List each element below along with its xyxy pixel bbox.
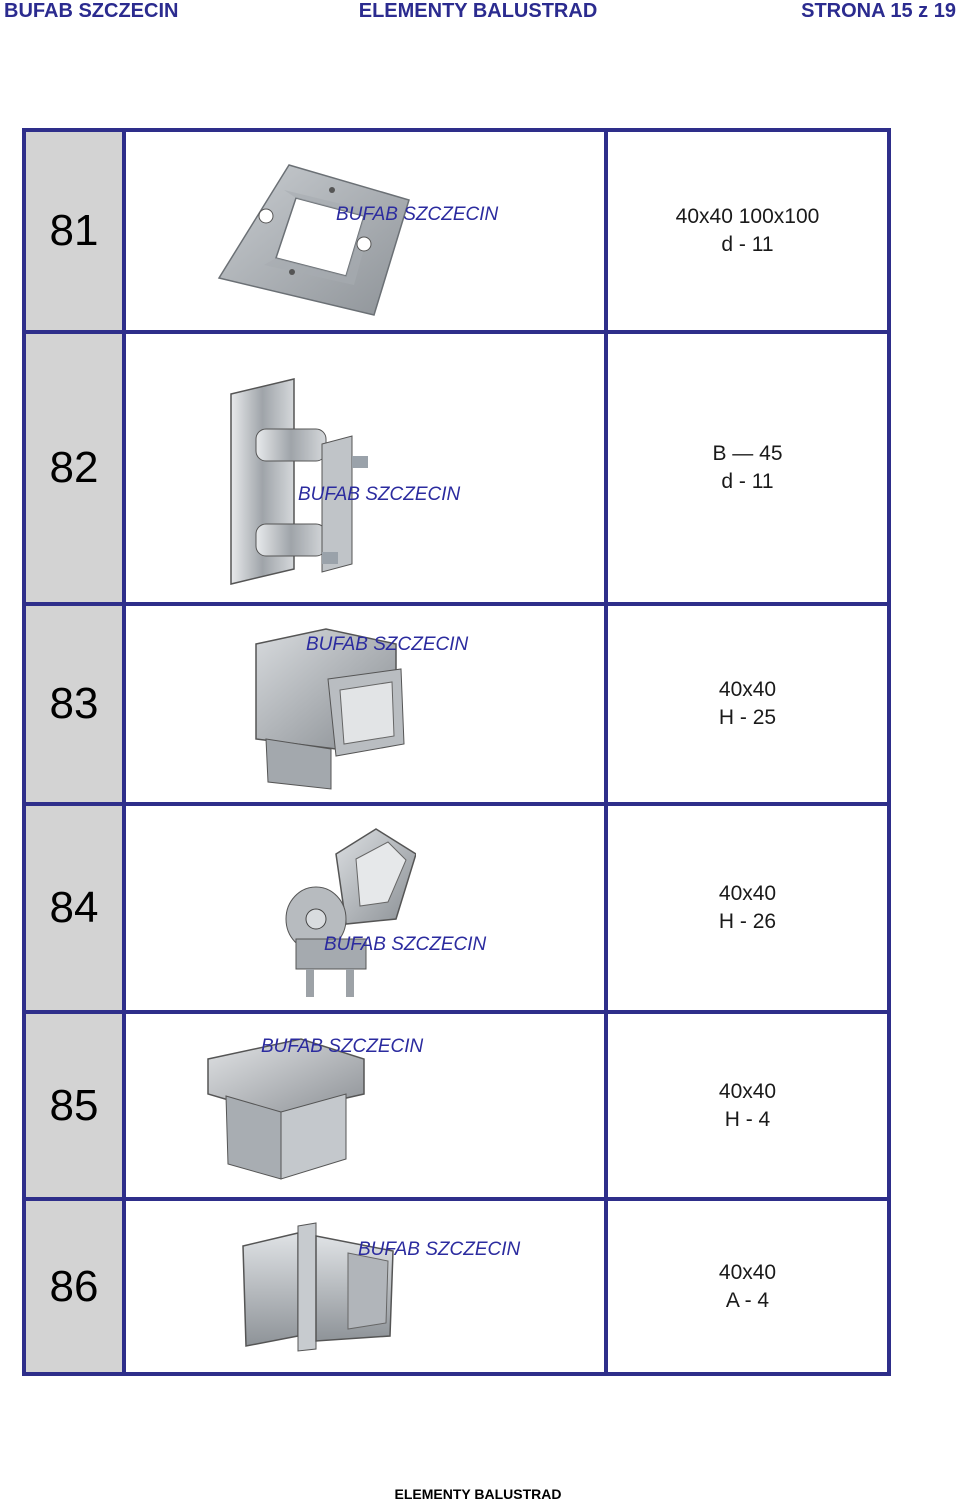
product-image-cell bbox=[126, 606, 604, 802]
spec-code: d - 11 bbox=[721, 233, 774, 256]
product-row bbox=[26, 1201, 887, 1372]
spec-dimensions: B — 45 bbox=[712, 442, 783, 465]
header-company: BUFAB SZCZECIN bbox=[4, 0, 179, 22]
spec-dimensions: 40x40 bbox=[718, 678, 777, 701]
spec-code: H - 25 bbox=[718, 706, 777, 729]
item-number: 82 bbox=[26, 334, 122, 602]
brand-watermark: BUFAB SZCZECIN bbox=[324, 934, 487, 955]
header-page-number: STRONA 15 z 19 bbox=[801, 0, 956, 22]
spec-cell bbox=[608, 806, 887, 1010]
spec-cell bbox=[608, 606, 887, 802]
product-image-cell bbox=[126, 1201, 604, 1372]
brand-watermark: BUFAB SZCZECIN bbox=[306, 634, 469, 655]
product-row bbox=[26, 334, 887, 602]
spec-dimensions: 40x40 bbox=[718, 1260, 777, 1284]
item-number: 86 bbox=[26, 1201, 122, 1372]
spec-cell bbox=[608, 1201, 887, 1372]
spec-code: d - 11 bbox=[721, 470, 774, 493]
product-image-cell bbox=[126, 132, 604, 330]
product-image-cell bbox=[126, 806, 604, 1010]
product-row bbox=[26, 806, 887, 1010]
spec-dimensions: 40x40 bbox=[718, 882, 777, 905]
item-number: 84 bbox=[26, 806, 122, 1010]
item-number: 85 bbox=[26, 1014, 122, 1197]
spec-code: A - 4 bbox=[725, 1288, 770, 1312]
brand-watermark: BUFAB SZCZECIN bbox=[298, 484, 461, 505]
spec-cell bbox=[608, 334, 887, 602]
item-number: 83 bbox=[26, 606, 122, 802]
spec-dimensions: 40x40 100x100 bbox=[675, 205, 820, 228]
spec-dimensions: 40x40 bbox=[718, 1079, 777, 1103]
square-base-plate-icon bbox=[214, 160, 414, 320]
footer-title: ELEMENTY BALUSTRAD bbox=[394, 1486, 562, 1502]
product-row bbox=[26, 1014, 887, 1197]
brand-watermark: BUFAB SZCZECIN bbox=[336, 204, 499, 225]
product-row bbox=[26, 132, 887, 330]
spec-code: H - 26 bbox=[718, 910, 777, 933]
wall-bracket-icon bbox=[226, 374, 376, 589]
spec-code: H - 4 bbox=[724, 1107, 771, 1131]
brand-watermark: BUFAB SZCZECIN bbox=[261, 1036, 424, 1057]
spec-cell bbox=[608, 1014, 887, 1197]
product-row bbox=[26, 606, 887, 802]
adjustable-joint-icon bbox=[276, 824, 416, 999]
product-image-cell bbox=[126, 334, 604, 602]
header-title: ELEMENTY BALUSTRAD bbox=[358, 0, 598, 22]
item-number: 81 bbox=[26, 132, 122, 330]
product-table bbox=[22, 128, 891, 1376]
brand-watermark: BUFAB SZCZECIN bbox=[358, 1239, 521, 1260]
spec-cell bbox=[608, 132, 887, 330]
product-image-cell bbox=[126, 1014, 604, 1197]
